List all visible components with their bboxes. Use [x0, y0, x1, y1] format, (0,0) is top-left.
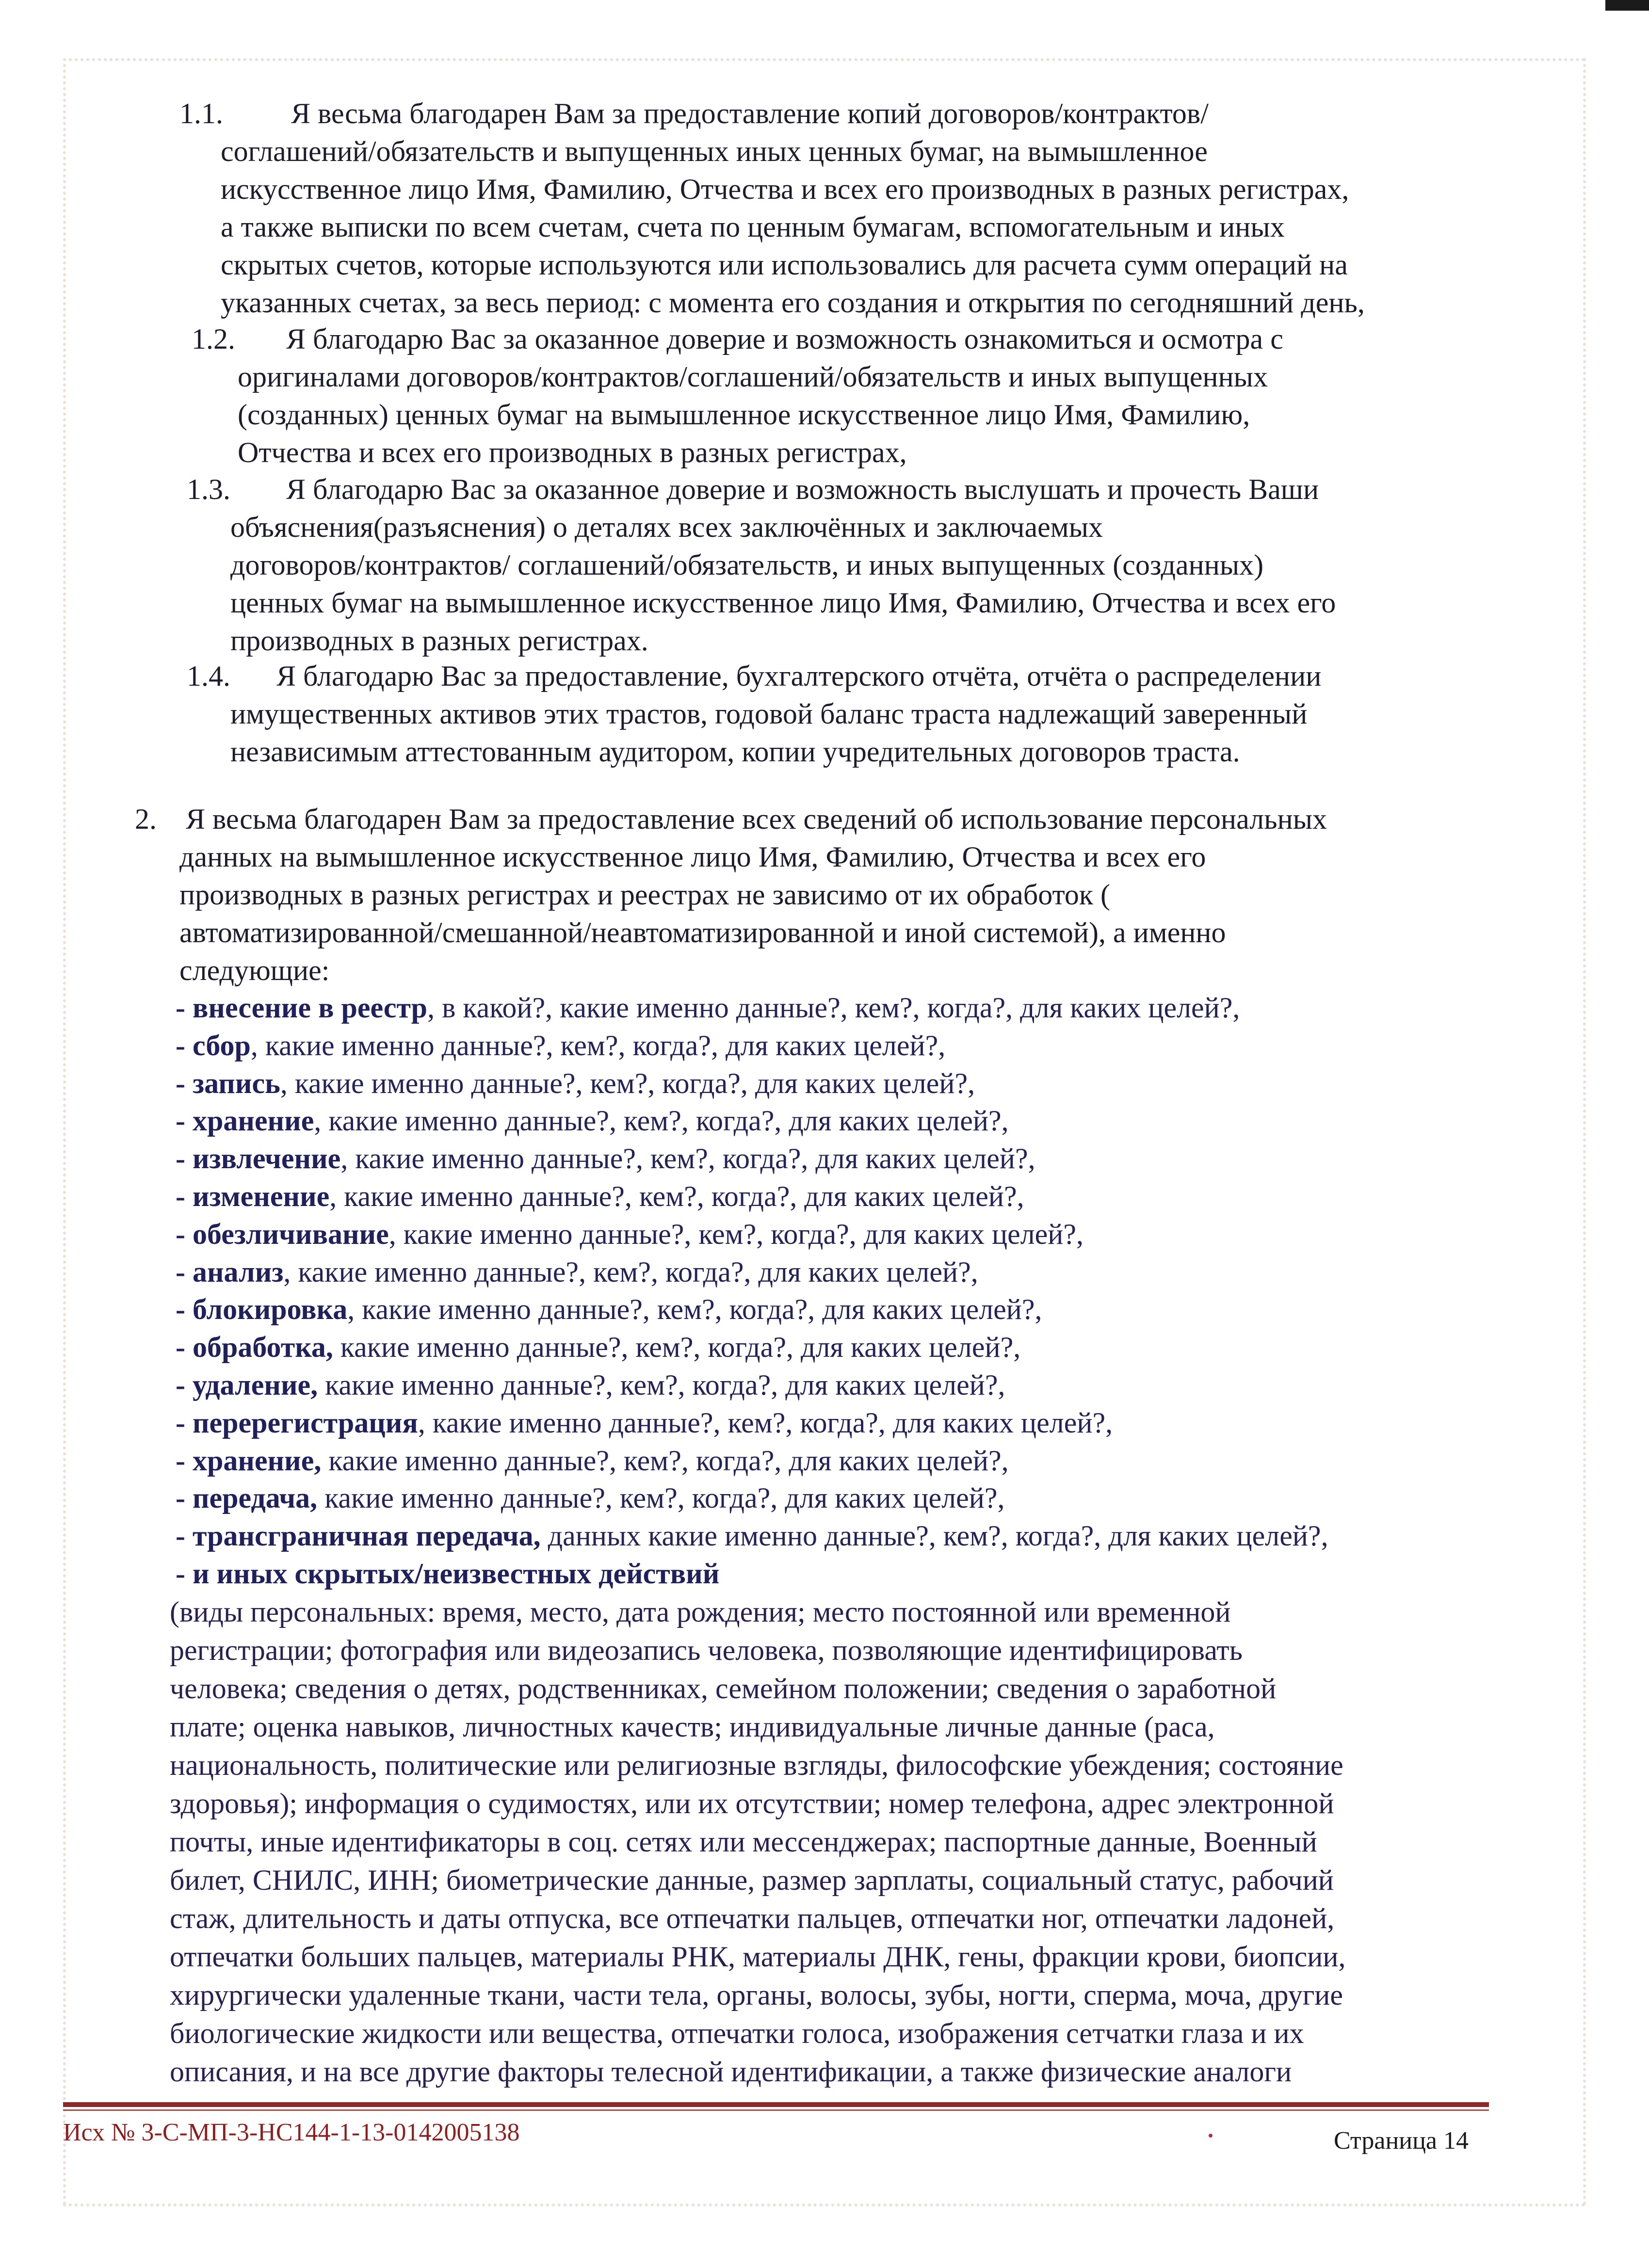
scan-edge-mark [1605, 0, 1649, 11]
text-line: оригиналами договоров/контрактов/соглашений/обязательств и иных выпущенных [238, 361, 1268, 393]
item-1-3-body [230, 508, 1336, 659]
text-line: соглашений/обязательств и выпущенных иных ценных бумаг, на вымышленное [221, 135, 1208, 167]
list-item: - обработка, какие именно данные?, кем?, когда?, для каких целей?, [176, 1331, 1021, 1364]
text-line: искусственное лицо Имя, Фамилию, Отчества и всех его производных в разных регистрах, [221, 173, 1349, 205]
list-item: - внесение в реестр, в какой?, какие именно данные?, кем?, когда?, для каких целей?, [176, 992, 1240, 1024]
item-1-4 [187, 657, 1321, 695]
list-item: - обезличивание, какие именно данные?, кем?, когда?, для каких целей?, [176, 1218, 1084, 1250]
text-line: следующие: [179, 954, 330, 986]
item-first-line: Я благодарю Вас за оказанное доверие и возможность выслушать и прочесть Ваши [286, 473, 1319, 505]
item-number: 1.3. [187, 473, 230, 505]
text-line: здоровья); информация о судимостях, или их отсутствии; номер телефона, адрес электронной [170, 1787, 1334, 1819]
item-number: 1.4. [187, 660, 230, 692]
text-line: указанных счетах, за весь период: с момента его создания и открытия по сегодняшний день, [221, 287, 1365, 319]
item-first-line: Я благодарю Вас за оказанное доверие и возможность ознакомиться и осмотра с [286, 323, 1283, 355]
text-line: биологические жидкости или вещества, отпечатки голоса, изображения сетчатки глаза и их [170, 2017, 1304, 2049]
text-line: ценных бумаг на вымышленное искусственное лицо Имя, Фамилию, Отчества и всех его [230, 587, 1336, 619]
text-line: стаж, длительность и даты отпуска, все отпечатки пальцев, отпечатки ног, отпечатки ладоней, [170, 1902, 1335, 1934]
text-line: скрытых счетов, которые используются или использовались для расчета сумм операций на [221, 249, 1348, 281]
list-item: - сбор, какие именно данные?, кем?, когда?, для каких целей?, [176, 1029, 946, 1062]
section-2 [135, 800, 1327, 838]
text-line: производных в разных регистрах и реестрах не зависимо от их обработок ( [179, 879, 1111, 911]
text-line: почты, иные идентификаторы в соц. сетях или мессенджерах; паспортные данные, Военный [170, 1826, 1317, 1858]
text-line: отпечатки больших пальцев, материалы РНК, материалы ДНК, гены, фракции крови, биопсии, [170, 1941, 1346, 1973]
list-item: - хранение, какие именно данные?, кем?, когда?, для каких целей?, [176, 1444, 1009, 1477]
list-item: - и иных скрытых/неизвестных действий [176, 1557, 720, 1590]
footer-rule-thin [63, 2109, 1489, 2111]
text-line: описания, и на все другие факторы телесной идентификации, а также физические аналоги [170, 2056, 1292, 2088]
text-line: регистрации; фотография или видеозапись человека, позволяющие идентифицировать [170, 1634, 1243, 1666]
text-line: договоров/контрактов/ соглашений/обязательств, и иных выпущенных (созданных) [230, 549, 1264, 581]
item-first-line: Я весьма благодарен Вам за предоставление копий договоров/контрактов/ [291, 97, 1209, 129]
text-line: (созданных) ценных бумаг на вымышленное искусственное лицо Имя, Фамилию, [238, 399, 1250, 431]
text-line: автоматизированной/смешанной/неавтоматизированной и иной системой), а именно [179, 917, 1226, 949]
text-line: имущественных активов этих трастов, годовой баланс траста надлежащий заверенный [230, 698, 1308, 730]
item-first-line: Я благодарю Вас за предоставление, бухгалтерского отчёта, отчёта о распределении [276, 660, 1322, 692]
footer-rule [63, 2102, 1489, 2107]
item-number: 1.1. [179, 97, 223, 129]
page-number: Страница 14 [1334, 2127, 1469, 2155]
item-1-1 [179, 95, 1209, 132]
section-first-line: Я весьма благодарен Вам за предоставление всех сведений об использование персональных [186, 803, 1327, 835]
item-1-4-body [230, 695, 1307, 771]
text-line: национальность, политические или религиозные взгляды, философские убеждения; состояние [170, 1749, 1343, 1781]
list-item: - трансграничная передача, данных какие именно данные?, кем?, когда?, для каких целей?, [176, 1520, 1328, 1552]
personal-data-types [170, 1593, 1345, 2091]
item-1-2-body [238, 358, 1268, 471]
list-item: - запись, какие именно данные?, кем?, когда?, для каких целей?, [176, 1067, 975, 1099]
list-item: - блокировка, какие именно данные?, кем?, когда?, для каких целей?, [176, 1293, 1042, 1326]
text-line: объяснения(разъяснения) о деталях всех заключённых и заключаемых [230, 511, 1103, 543]
document-reference: Исх № 3-С-МП-3-НС144-1-13-0142005138 [63, 2119, 520, 2146]
list-item: - удаление, какие именно данные?, кем?, когда?, для каких целей?, [176, 1368, 1005, 1401]
list-item: - извлечение, какие именно данные?, кем?, когда?, для каких целей?, [176, 1142, 1035, 1175]
text-line: независимым аттестованным аудитором, копии учредительных договоров траста. [230, 736, 1240, 768]
section-2-intro [179, 838, 1226, 989]
list-item: - передача, какие именно данные?, кем?, когда?, для каких целей?, [176, 1482, 1005, 1514]
text-line: данных на вымышленное искусственное лицо Имя, Фамилию, Отчества и всех его [179, 841, 1206, 873]
list-item: - изменение, какие именно данные?, кем?, когда?, для каких целей?, [176, 1180, 1024, 1212]
list-item: - хранение, какие именно данные?, кем?, когда?, для каких целей?, [176, 1105, 1009, 1137]
section-number: 2. [135, 803, 157, 835]
item-1-2 [192, 320, 1283, 358]
text-line: плате; оценка навыков, личностных качеств; индивидуальные личные данные (раса, [170, 1711, 1215, 1743]
list-item: - анализ, какие именно данные?, кем?, когда?, для каких целей?, [176, 1255, 978, 1288]
processing-actions-list [176, 989, 1328, 1593]
ink-dot [1209, 2134, 1212, 2138]
text-line: хирургически удаленные ткани, части тела, органы, волосы, зубы, ногти, сперма, моча, другие [170, 1979, 1343, 2011]
text-line: (виды персональных: время, место, дата рождения; место постоянной или временной [170, 1596, 1231, 1628]
text-line: человека; сведения о детях, родственниках, семейном положении; сведения о заработной [170, 1673, 1277, 1705]
item-number: 1.2. [192, 323, 235, 355]
text-line: Отчества и всех его производных в разных регистрах, [238, 436, 907, 468]
text-line: билет, СНИЛС, ИНН; биометрические данные, размер зарплаты, социальный статус, рабочий [170, 1864, 1334, 1896]
item-1-3 [187, 470, 1319, 508]
item-1-1-body [221, 132, 1365, 322]
text-line: а также выписки по всем счетам, счета по ценным бумагам, вспомогательным и иных [221, 211, 1285, 243]
list-item: - перерегистрация, какие именно данные?, кем?, когда?, для каких целей?, [176, 1406, 1113, 1439]
text-line: производных в разных регистрах. [230, 625, 648, 657]
